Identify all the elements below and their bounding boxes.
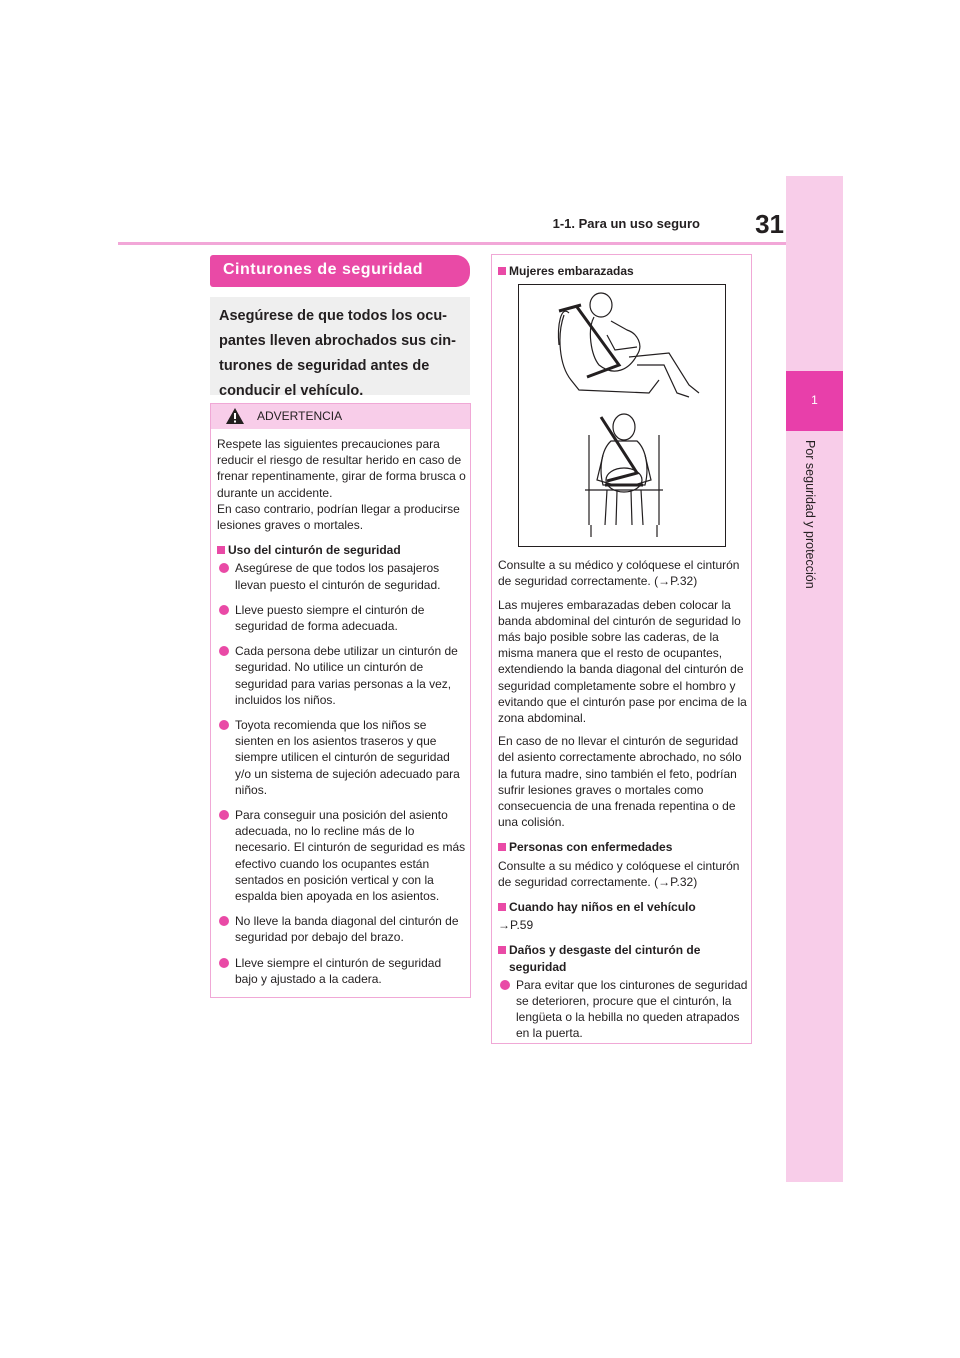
illness-text: Consulte a su médico y colóquese el cinturón de seguridad correctamente. (	[498, 858, 740, 889]
list-item: Lleve siempre el cinturón de seguridad bajo y ajustado a la cadera.	[217, 955, 467, 987]
intro-text	[219, 304, 467, 404]
chapter-number: 1	[811, 393, 818, 407]
info-body	[498, 263, 748, 1051]
list-item: Cada persona debe utilizar un cinturón de seguridad. No utilice un cinturón de seguridad para varias personas a la vez, incluidos los niños.	[217, 643, 467, 708]
warning-title: ADVERTENCIA	[257, 409, 343, 423]
illness-end: )	[693, 874, 698, 889]
chapter-title	[803, 440, 825, 610]
pregnant-paragraph-3: En caso de no llevar el cinturón de seguridad del asiento correctamente abrochado, no sólo la futura madre, sino también el feto, podrían sufrir lesiones graves o mortales como consecuencia de una frenada repentina o de una colisión.	[498, 734, 742, 830]
pregnant-p1-text: Consulte a su médico y colóquese el cinturón de seguridad correctamente. (	[498, 558, 740, 589]
pregnant-heading: Mujeres embarazadas	[498, 263, 748, 279]
pregnant-paragraph-2: Las mujeres embarazadas deben colocar la banda abdominal del cinturón de seguridad lo más bajo posible sobre las caderas, de la misma manera que el resto de ocupantes, extendiendo la banda diagonal del cinturón de seguridad completamente sobre el hombro y evitando que el cinturón pase por encima de la zona abdominal.	[498, 597, 747, 726]
list-item: Lleve puesto siempre el cinturón de seguridad de forma adecuada.	[217, 602, 467, 634]
illustration-drawing	[519, 285, 725, 546]
page-reference-link[interactable]: P.32	[670, 874, 694, 889]
children-heading: Cuando hay niños en el vehículo	[498, 899, 748, 915]
header-rule	[118, 242, 786, 245]
arrow-right-icon: →	[658, 874, 671, 889]
children-reference	[498, 917, 748, 933]
main-heading-text: Cinturones de seguridad	[223, 261, 423, 278]
damage-heading: Daños y desgaste del cinturón de seguridad	[498, 942, 748, 974]
warning-intro: En caso contrario, podrían llegar a producirse lesiones graves o mortales.	[217, 501, 460, 533]
list-item: Toyota recomienda que los niños se sienten en los asientos traseros y que siempre utilicen el cinturón de seguridad y/o un sistema de sujeción adecuado para niños.	[217, 717, 467, 798]
warning-subheading: Uso del cinturón de seguridad	[217, 542, 467, 558]
arrow-right-icon: →	[498, 918, 510, 933]
intro-line: pantes lleven abrochados sus cin-	[219, 333, 456, 349]
pregnant-p1-end: )	[693, 574, 698, 589]
chapter-title-text: Por seguridad y protección	[803, 440, 817, 589]
pregnant-seatbelt-illustration	[518, 284, 726, 547]
illness-paragraph	[498, 858, 748, 890]
warning-intro: Respete las siguientes precauciones para reducir el riesgo de resultar herido en caso de frenar repentinamente, girar de forma brusca o durante un accidente.	[217, 437, 466, 500]
warning-header	[211, 404, 470, 429]
intro-box	[210, 297, 470, 399]
chapter-side-tab	[786, 176, 843, 1182]
list-item: Para evitar que los cinturones de seguridad se deterioren, procure que el cinturón, la lengüeta o la hebilla no queden atrapados en la puerta.	[498, 977, 748, 1042]
illness-heading: Personas con enfermedades	[498, 839, 748, 855]
page-reference-link[interactable]: P.32	[670, 574, 694, 589]
arrow-right-icon: →	[658, 574, 671, 589]
intro-line: Asegúrese de que todos los ocu-	[219, 308, 448, 324]
section-title: 1-1. Para un uso seguro	[552, 216, 700, 231]
info-box	[491, 254, 752, 1044]
warning-body	[217, 436, 467, 996]
warning-box	[210, 403, 471, 998]
list-item: No lleve la banda diagonal del cinturón de seguridad por debajo del brazo.	[217, 913, 467, 945]
pregnant-paragraph-1	[498, 557, 748, 589]
list-item: Asegúrese de que todos los pasajeros llevan puesto el cinturón de seguridad.	[217, 560, 467, 592]
page-number: 31	[755, 209, 784, 239]
intro-line: conducir el vehículo.	[219, 383, 364, 399]
page-reference-link[interactable]: P.59	[510, 918, 534, 933]
list-item: Para conseguir una posición del asiento adecuada, no lo recline más de lo necesario. El cinturón de seguridad es más efectivo cuando los ocupantes están sentados en posición vertical y con la espalda bien apoyada en los asientos.	[217, 807, 467, 904]
main-heading	[210, 255, 470, 287]
intro-line: turones de seguridad antes de	[219, 358, 430, 374]
warning-triangle-icon	[225, 407, 245, 425]
